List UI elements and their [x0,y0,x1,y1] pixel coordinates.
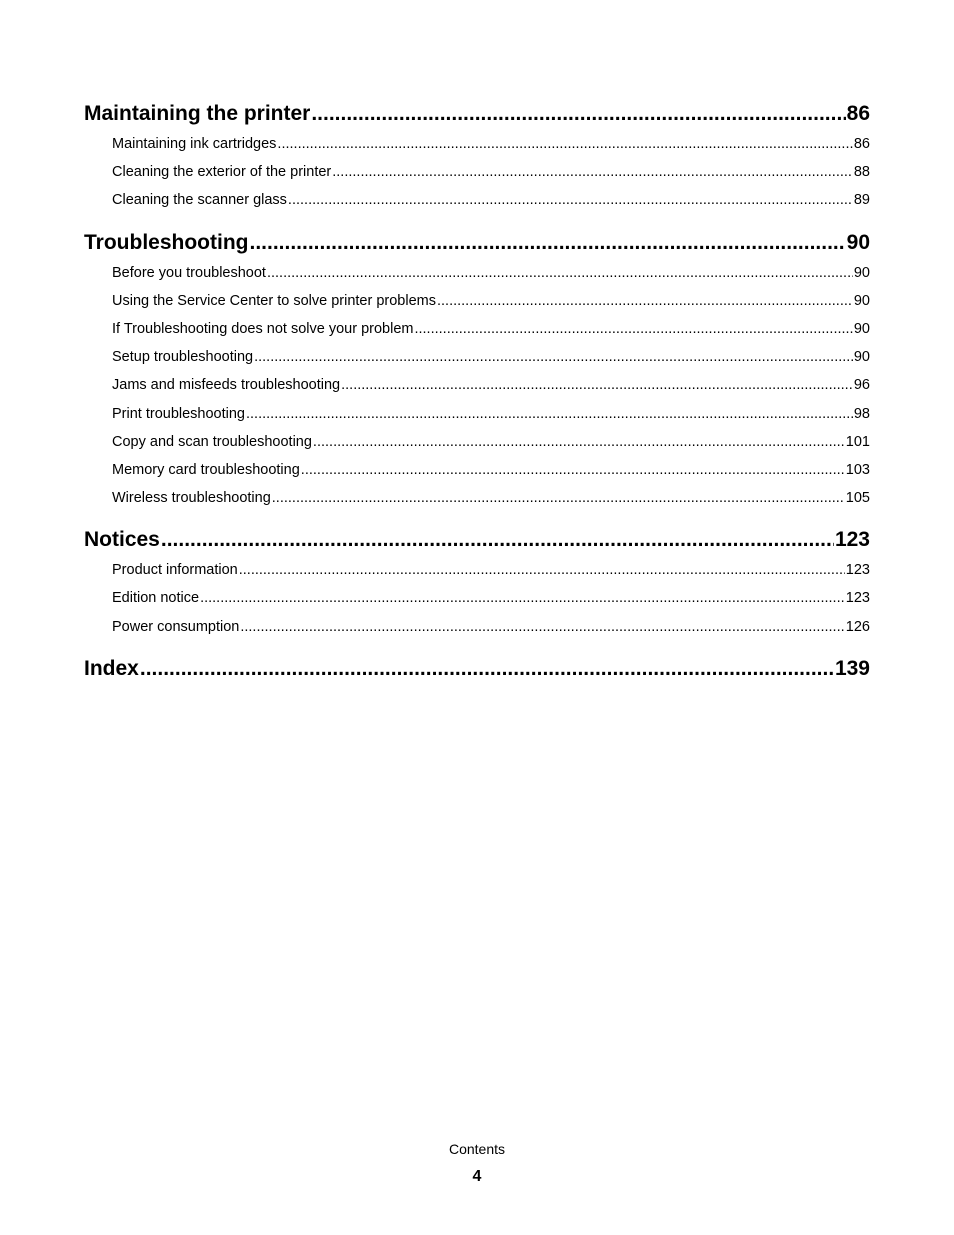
toc-entry-page: 90 [853,320,870,337]
toc-entry[interactable] [112,434,870,462]
dot-leader [239,562,845,578]
toc-entry[interactable] [112,462,870,490]
toc-entry-page: 86 [853,136,870,152]
toc-entry[interactable] [112,164,870,192]
toc-entry[interactable] [112,490,870,518]
dot-leader [341,377,853,393]
dot-leader [267,265,853,281]
toc-entry-title: Using the Service Center to solve printer problems [112,292,436,309]
dot-leader [311,102,845,126]
toc-entry-title: Before you troubleshoot [112,264,266,281]
toc-entry-title: Maintaining ink cartridges [112,136,277,152]
toc-entry-title: Memory card troubleshooting [112,461,300,478]
toc-entry[interactable] [112,590,870,618]
table-of-contents [84,102,870,701]
dot-leader [332,164,853,180]
toc-entry-page: 89 [853,192,870,209]
dot-leader [240,619,844,635]
toc-section-page: 90 [846,230,870,254]
toc-section-index [84,657,870,691]
toc-entry[interactable] [112,349,870,377]
toc-entry[interactable] [112,293,870,321]
dot-leader [277,136,852,152]
footer-page-number: 4 [472,1168,482,1185]
toc-section-notices [84,528,870,647]
toc-section-title: Maintaining the printer [84,102,311,125]
toc-entry[interactable] [112,265,870,293]
toc-entry-title: Product information [112,562,238,579]
toc-section-title: Index [84,656,139,680]
dot-leader [272,490,845,506]
toc-entry-page: 90 [853,264,870,281]
toc-entry-title: Copy and scan troubleshooting [112,433,312,450]
dot-leader [249,231,845,255]
toc-entry-page: 123 [845,590,870,607]
toc-section-maintaining-the-printer [84,102,870,221]
toc-entry-page: 96 [853,377,870,394]
toc-section-page: 86 [846,102,870,125]
toc-entry-title: Cleaning the scanner glass [112,192,287,209]
dot-leader [140,657,834,681]
toc-entry-page: 98 [853,405,870,422]
toc-entry[interactable] [112,136,870,164]
toc-entry[interactable] [112,562,870,590]
toc-entry-page: 101 [845,433,870,450]
toc-entry-page: 126 [845,618,870,635]
toc-entry-page: 103 [845,461,870,478]
toc-section-heading[interactable] [84,528,870,562]
toc-entry-page: 88 [853,164,870,181]
dot-leader [313,434,845,450]
toc-entry[interactable] [112,619,870,647]
dot-leader [437,293,853,309]
toc-entry-page: 105 [845,490,870,507]
dot-leader [200,590,845,606]
toc-section-heading[interactable] [84,657,870,691]
dot-leader [254,349,853,365]
toc-section-heading[interactable] [84,102,870,136]
dot-leader [288,192,853,208]
toc-entry-title: Edition notice [112,590,200,607]
toc-section-page: 123 [834,528,870,552]
toc-entry-title: Cleaning the exterior of the printer [112,164,332,181]
toc-entry-title: Setup troubleshooting [112,349,254,366]
toc-entry-title: If Troubleshooting does not solve your problem [112,320,414,337]
toc-entry-title: Print troubleshooting [112,405,245,422]
dot-leader [246,406,853,422]
toc-entry-page: 123 [845,562,870,579]
toc-entry[interactable] [112,321,870,349]
footer-label: Contents [448,1141,506,1157]
toc-entry-page: 90 [853,292,870,309]
toc-entry[interactable] [112,377,870,405]
dot-leader [161,528,834,552]
toc-section-page: 139 [834,656,870,680]
toc-section-heading[interactable] [84,231,870,265]
toc-entry-page: 90 [853,349,870,366]
toc-entry[interactable] [112,192,870,220]
toc-entry-title: Power consumption [112,618,240,635]
toc-section-title: Troubleshooting [84,230,249,254]
toc-section-title: Notices [84,528,160,552]
toc-section-troubleshooting [84,231,870,519]
dot-leader [301,462,845,478]
toc-entry[interactable] [112,406,870,434]
toc-entry-title: Jams and misfeeds troubleshooting [112,377,341,394]
dot-leader [414,321,852,337]
toc-entry-title: Wireless troubleshooting [112,490,271,507]
